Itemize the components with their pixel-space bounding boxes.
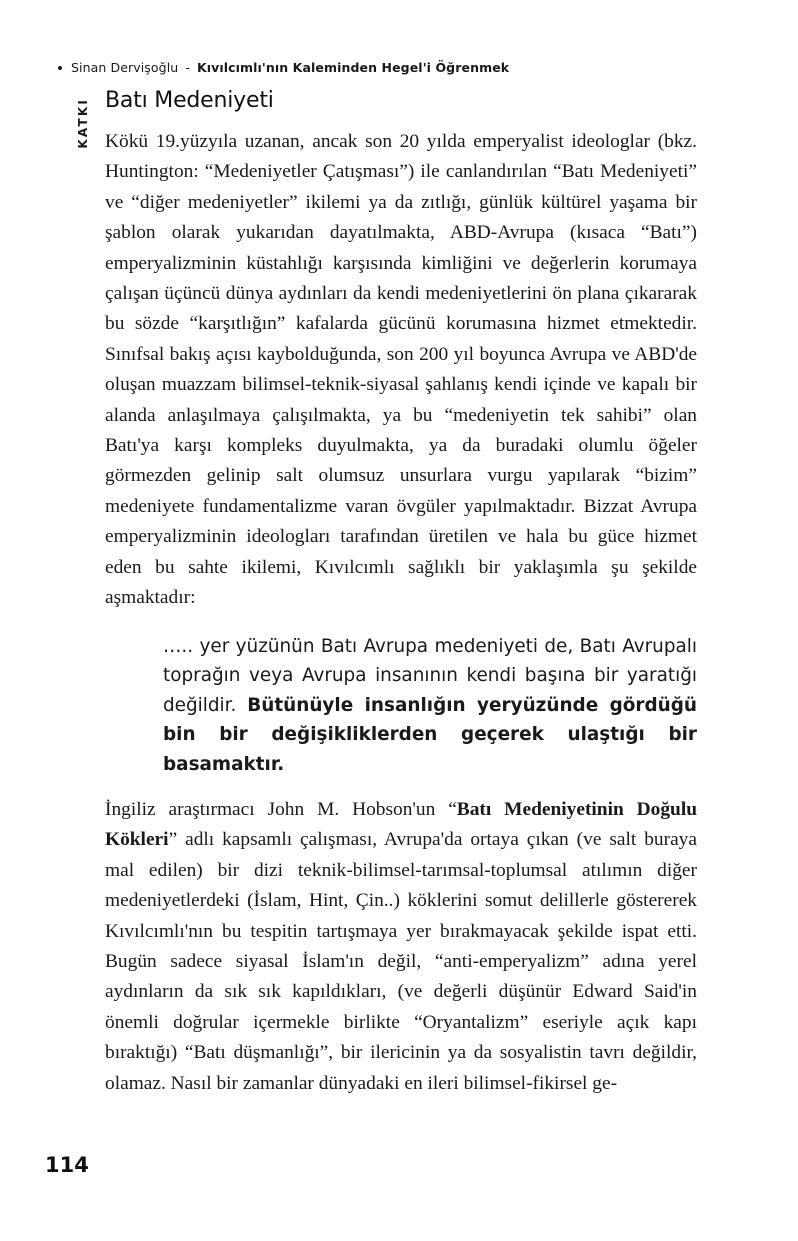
running-head (58, 60, 738, 75)
paragraph-1: Kökü 19.yüzyıla uzanan, ancak son 20 yılda emperyalist ideologlar (bkz. Huntington: “Medeniyetler Çatışması”) ile canlandırılan “Batı Medeniyeti” ve “diğer medeniyetler” ikilemi ya da zıtlığı, günlük kültürel yaşama bir şablon olarak yukarıdan dayatılmakta, ABD-Avrupa (kısaca “Batı”) emperyalizminin küstahlığı karşısında kimliğini ve değerlerin korumaya çalışan üçüncü dünya aydınları da kendi medeniyetlerini ön plana çıkararak bu sözde “karşıtlığın” kafalarda gücünü korumasına hizmet etmektedir. Sınıfsal bakış açısı kaybolduğunda, son 200 yıl boyunca Avrupa ve ABD'de oluşan muazzam bilimsel-teknik-siyasal şahlanış kendi içinde ve kapalı bir alanda anlaşılmaya çalışılmakta, ya bu “medeniyetin tek sahibi” olan Batı'ya karşı kompleks duyulmakta, ya da buradaki olumlu öğeler görmezden gelinip salt olumsuz unsurlara vurgu yapılarak “bizim” medeniyete fundamentalizme varan övgüler yapılmaktadır. Bizzat Avrupa emperyalizminin ideologları tarafından üretilen ve hala bu güce hizmet eden bu sahte ikilemi, Kıvılcımlı sağlıklı bir yaklaşımla şu şekilde aşmaktadır: (105, 131, 697, 609)
side-tab-label: KATKI (76, 98, 90, 149)
running-head-author: Sinan Dervişoğlu (71, 60, 179, 75)
paragraph-2 (105, 795, 697, 1099)
page-number: 114 (45, 1153, 89, 1177)
main-text-column (105, 88, 697, 1099)
block-quote (105, 632, 697, 780)
quote-bold-text: Bütünüyle insanlığın yeryüzünde gördüğü bin bir değişikliklerden geçerek ulaştığı bir basamaktır. (163, 694, 697, 775)
running-head-separator: - (185, 60, 190, 75)
quote-plain-text: ….. yer yüzünün Batı Avrupa medeniyeti de, Batı Avrupalı toprağın veya Avrupa insanının kendi başına bir yaratığı değildir. (163, 635, 697, 716)
paragraph-2-part1: İngiliz araştırmacı John M. Hobson'un “ (105, 799, 457, 820)
section-title: Batı Medeniyeti (105, 88, 274, 113)
running-head-title: Kıvılcımlı'nın Kaleminden Hegel'i Öğrenmek (196, 60, 510, 75)
paragraph-2-part2: ” adlı kapsamlı çalışması, Avrupa'da ortaya çıkan (ve salt buraya mal edilen) bir dizi teknik-bilimsel-tarımsal-toplumsal atılımın diğer medeniyetlerdeki (İslam, Hint, Çin..) köklerini somut delillerle göstererek Kıvılcımlı'nın bu tespitin tartışmaya yer bırakmayacak şekilde ispat etti. Bugün sadece siyasal İslam'ın değil, “anti-emperyalizm” adına yerel aydınların da sık sık kapıldıkları, (ve değerli düşünür Edward Said'in önemli doğrular içermekle birlikte “Oryantalizm” eseriyle açık kapı bıraktığı) “Batı düşmanlığı”, bir ilericinin ya da sosyalistin tavrı değildir, olamaz. Nasıl bir zamanlar dünyadaki en ileri bilimsel-fikirsel ge- (105, 829, 697, 1094)
bullet-icon (58, 66, 62, 70)
paragraph-2-bold-title: Batı Medeniyetinin Doğulu Kökleri (105, 799, 697, 851)
